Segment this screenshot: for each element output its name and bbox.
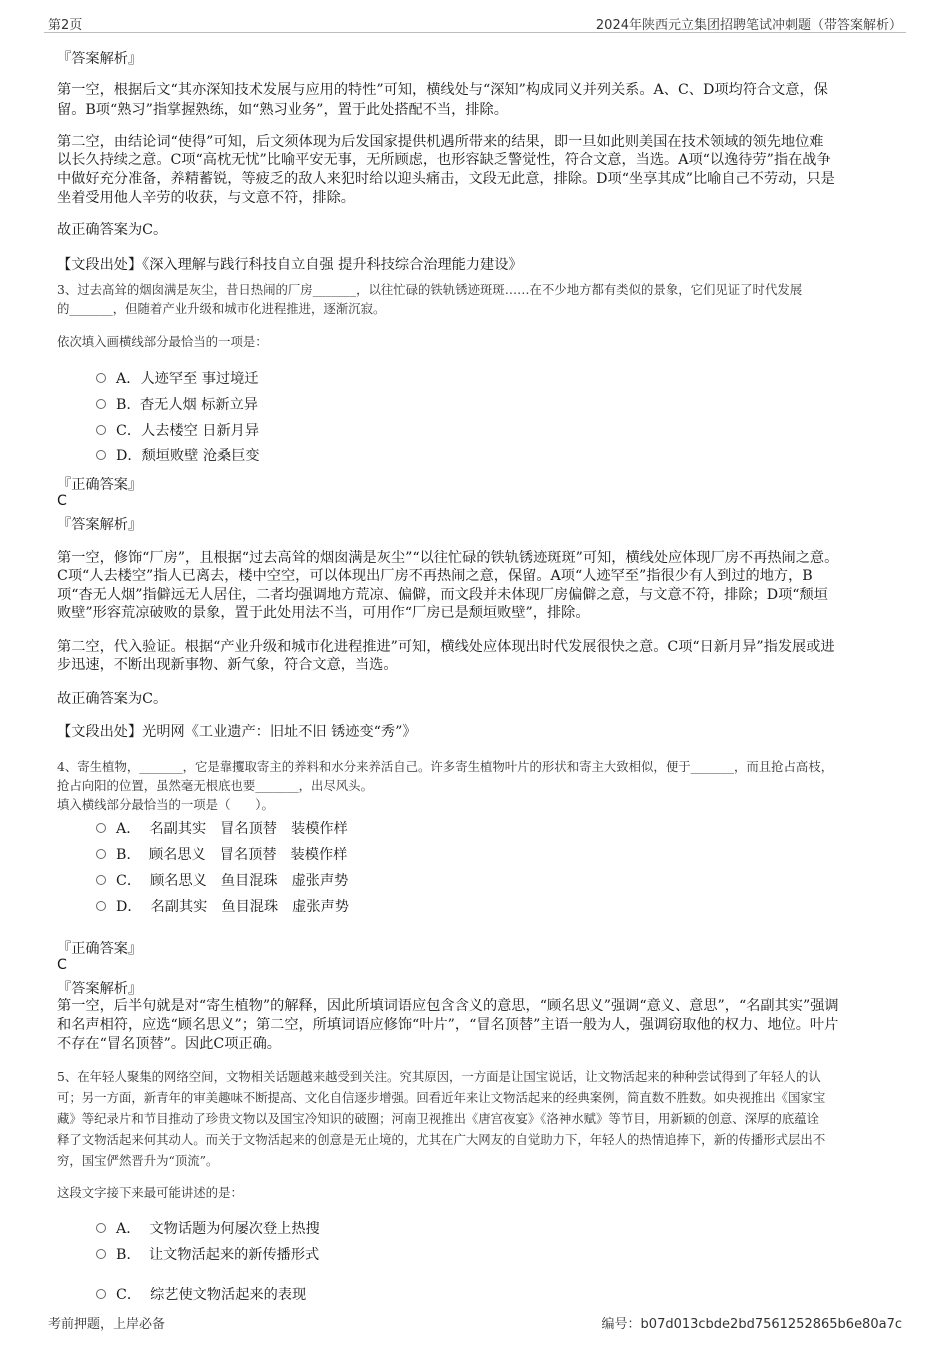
- q4-analysis-line: 第一空，后半句就是对“寄生植物”的解释，因此所填词语应包含含义的意思，“顾名思义”强调“意义、意思”，“名副其实”强调: [57, 998, 839, 1014]
- q4-option-c[interactable]: C． 顾名思义 鱼目混珠 虚张声势: [96, 871, 348, 891]
- q4-answer: C: [57, 957, 67, 973]
- q3-analysis-line: 项“杳无人烟”指僻远无人居住，二者均强调地方荒凉、偏僻，而文段并未体现厂房偏僻之意，与文意不符，排除；D项“颓垣: [57, 587, 828, 603]
- page-footer: [44, 1313, 906, 1333]
- q2-analysis-line: 第一空，根据后文“其亦深知技术发展与应用的特性”可知，横线处与“深知”构成同义并列关系。A、C、D项均符合文意，保: [57, 82, 828, 98]
- q5-stem-line: 藏》等纪录片和节目推动了珍贵文物以及国宝冷知识的破圈；河南卫视推出《唐宫夜宴》《洛神水赋》等节目，用新颖的创意、深厚的底蕴诠: [57, 1111, 820, 1126]
- q5-option-c[interactable]: C． 综艺使文物活起来的表现: [96, 1285, 306, 1305]
- q5-stem-line: 穷，国宝俨然晋升为“顶流”。: [57, 1153, 219, 1168]
- q4-analysis-label: 『答案解析』: [57, 981, 143, 997]
- radio-icon[interactable]: [96, 425, 106, 435]
- radio-icon[interactable]: [96, 1289, 106, 1299]
- q3-analysis-line: 败壁”形容荒凉破败的景象，置于此处用法不当，可用作“厂房已是颓垣败壁”，排除。: [57, 605, 590, 621]
- q5-stem-line: 5、在年轻人聚集的网络空间，文物相关话题越来越受到关注。究其原因，一方面是让国宝说话，让文物活起来的种种尝试得到了年轻人的认: [57, 1069, 821, 1084]
- page-header: [44, 12, 906, 33]
- document-serial: 编号：b07d013cbde2bd7561252865b6e80a7c: [601, 1317, 902, 1332]
- q3-analysis-line: 第二空，代入验证。根据“产业升级和城市化进程推进”可知，横线处应体现出时代发展很快之意。C项“日新月异”指发展或进: [57, 639, 835, 655]
- q3-option-c[interactable]: C．人去楼空 日新月异: [96, 421, 259, 441]
- q4-option-b[interactable]: B. 顾名思义 冒名顶替 装模作样: [96, 845, 347, 865]
- q3-prompt: 依次填入画横线部分最恰当的一项是：: [57, 334, 268, 349]
- q2-analysis-label: 『答案解析』: [57, 51, 143, 67]
- q2-source: 【文段出处】《深入理解与践行科技自立自强 提升科技综合治理能力建设》: [57, 257, 523, 273]
- q2-conclusion: 故正确答案为C。: [57, 222, 168, 238]
- q3-analysis-line: C项“人去楼空”指人已离去，楼中空空，可以体现出厂房不再热闹之意，保留。A项“人迹罕至”指很少有人到过的地方，B: [57, 568, 813, 584]
- q5-prompt: 这段文字接下来最可能讲述的是：: [57, 1185, 243, 1200]
- radio-icon[interactable]: [96, 875, 106, 885]
- q3-analysis-line: 第一空，修饰“厂房”，且根据“过去高耸的烟囱满是灰尘”“以往忙碌的铁轨锈迹斑斑”可知，横线处应体现厂房不再热闹之意。: [57, 550, 839, 566]
- radio-icon[interactable]: [96, 1249, 106, 1259]
- q4-stem-line: 抢占向阳的位置，虽然毫无根底也要_______，出尽风头。: [57, 778, 373, 793]
- q5-stem-line: 释了文物活起来何其动人。而关于文物活起来的创意是无止境的，尤其在广大网友的自觉助力下，年轻人的热情追捧下，新的传播形式层出不: [57, 1132, 826, 1147]
- q2-analysis-line: 以长久持续之意。C项“高枕无忧”比喻平安无事，无所顾虑，也形容缺乏警觉性，符合文意，当选。A项“以逸待劳”指在战争: [57, 152, 831, 168]
- q2-analysis-line: 留。B项“熟习”指掌握熟练，如“熟习业务”，置于此处搭配不当，排除。: [57, 102, 508, 118]
- q5-option-b[interactable]: B. 让文物活起来的新传播形式: [96, 1245, 319, 1265]
- q3-answer-label: 『正确答案』: [57, 477, 143, 493]
- q2-analysis-line: 中做好充分准备，养精蓄锐，等疲乏的敌人来犯时给以迎头痛击，文段无此意，排除。D项“坐享其成”比喻自己不劳动，只是: [57, 171, 835, 187]
- radio-icon[interactable]: [96, 450, 106, 460]
- q2-analysis-line: 坐着受用他人辛劳的收获，与文意不符，排除。: [57, 190, 355, 206]
- document-title: 2024年陕西元立集团招聘笔试冲刺题（带答案解析）: [595, 18, 902, 33]
- radio-icon[interactable]: [96, 373, 106, 383]
- q3-answer: C: [57, 493, 67, 509]
- q3-option-d[interactable]: D．颓垣败壁 沧桑巨变: [96, 446, 260, 466]
- q3-conclusion: 故正确答案为C。: [57, 691, 168, 707]
- q5-stem-line: 可；另一方面，新青年的审美趣味不断提高、文化自信逐步增强。回看近年来让文物活起来的经典案例，简直数不胜数。如央视推出《国家宝: [57, 1090, 826, 1105]
- q4-answer-label: 『正确答案』: [57, 941, 143, 957]
- q3-analysis-label: 『答案解析』: [57, 517, 143, 533]
- q4-analysis-line: 不存在“冒名顶替”。因此C项正确。: [57, 1036, 281, 1052]
- q4-option-a[interactable]: A． 名副其实 冒名顶替 装模作样: [96, 819, 348, 839]
- page-number: 第2页: [48, 18, 83, 33]
- q5-option-a[interactable]: A． 文物话题为何屡次登上热搜: [96, 1219, 320, 1239]
- q3-option-a[interactable]: A．人迹罕至 事过境迁: [96, 369, 258, 389]
- radio-icon[interactable]: [96, 849, 106, 859]
- q4-stem-line: 4、寄生植物，_______，它是靠攫取寄主的养料和水分来养活自己。许多寄生植物叶片的形状和寄主大致相似，便于_______，而且抢占高枝，: [57, 759, 834, 774]
- q3-source: 【文段出处】光明网《工业遗产：旧址不旧 锈迹变“秀”》: [57, 724, 417, 740]
- radio-icon[interactable]: [96, 901, 106, 911]
- q4-option-d[interactable]: D． 名副其实 鱼目混珠 虚张声势: [96, 897, 349, 917]
- q3-option-b[interactable]: B. 杳无人烟 标新立异: [96, 395, 258, 415]
- q2-analysis-line: 第二空，由结论词“使得”可知，后文须体现为后发国家提供机遇所带来的结果，即一旦如此则美国在技术领域的领先地位难: [57, 134, 824, 150]
- radio-icon[interactable]: [96, 1223, 106, 1233]
- q3-stem-line: 的_______，但随着产业升级和城市化进程推进，逐渐沉寂。: [57, 301, 386, 316]
- footer-note: 考前押题，上岸必备: [48, 1317, 166, 1332]
- radio-icon[interactable]: [96, 823, 106, 833]
- q3-stem-line: 3、过去高耸的烟囱满是灰尘，昔日热闹的厂房_______，以往忙碌的铁轨锈迹斑斑……在不少地方都有类似的景象，它们见证了时代发展: [57, 282, 803, 297]
- q4-analysis-line: 和名声相符，应选“顾名思义”；第二空，所填词语应修饰“叶片”，“冒名顶替”主语一般为人，强调窃取他的权力、地位。叶片: [57, 1017, 839, 1033]
- q3-analysis-line: 步迅速，不断出现新事物、新气象，符合文意，当选。: [57, 657, 398, 673]
- q4-prompt: 填入横线部分最恰当的一项是（ ）。: [57, 797, 274, 812]
- radio-icon[interactable]: [96, 399, 106, 409]
